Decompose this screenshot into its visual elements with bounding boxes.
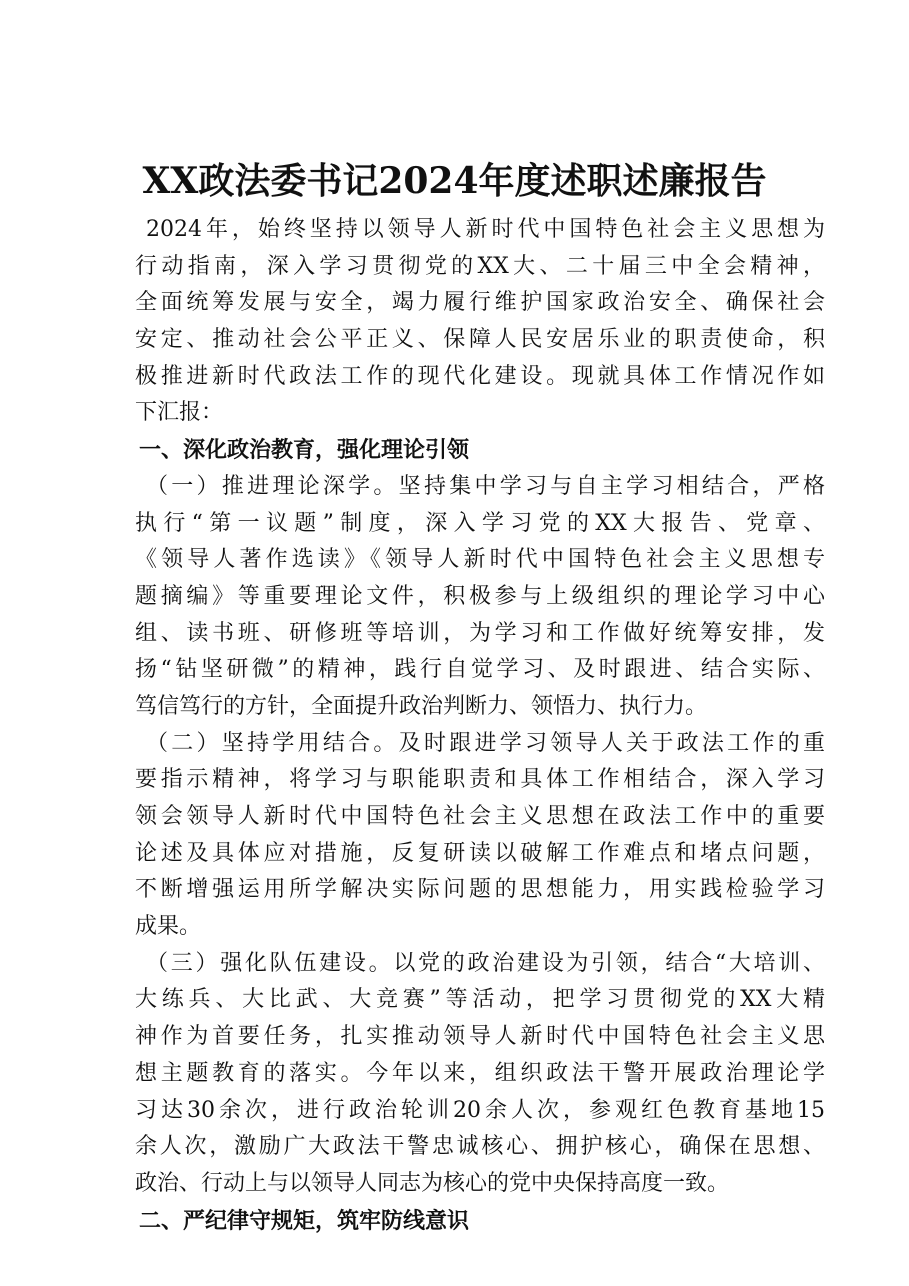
paragraph-line: 领会领导人新时代中国特色社会主义思想在政法工作中的重要 bbox=[135, 804, 825, 829]
section-heading: 二、严纪律守规矩，筑牢防线意识 bbox=[139, 1207, 470, 1234]
paragraph-line: 想主题教育的落实。今年以来，组织政法干警开展政治理论学 bbox=[135, 1060, 825, 1086]
paragraph-line: 扬“钻坚研微”的精神，践行自觉学习、及时跟进、结合实际、 bbox=[135, 657, 825, 683]
paragraph-line: 《领导人著作选读》《领导人新时代中国特色社会主义思想专 bbox=[135, 547, 825, 573]
document-body bbox=[135, 212, 825, 1239]
paragraph-line: 论述及具体应对措施，反复研读以破解工作难点和堵点问题， bbox=[135, 840, 825, 866]
paragraph-line: （三）强化队伍建设。以党的政治建设为引领，结合“大培训、 bbox=[146, 950, 825, 976]
paragraph-line: 神作为首要任务，扎实推动领导人新时代中国特色社会主义思 bbox=[135, 1024, 825, 1050]
paragraph-line: 执行“第一议题”制度，深入学习党的XX大报告、党章、 bbox=[135, 510, 825, 536]
paragraph-line: 2024年，始终坚持以领导人新时代中国特色社会主义思想为 bbox=[146, 217, 825, 242]
paragraph-line: 大练兵、大比武、大竞赛”等活动，把学习贯彻党的XX大精 bbox=[135, 987, 825, 1013]
paragraph-line: 全面统筹发展与安全，竭力履行维护国家政治安全、确保社会 bbox=[135, 290, 825, 316]
paragraph-line: 笃信笃行的方针，全面提升政治判断力、领悟力、执行力。 bbox=[135, 693, 708, 719]
paragraph-line: 组、读书班、研修班等培训，为学习和工作做好统筹安排，发 bbox=[135, 620, 825, 646]
paragraph-line: 题摘编》等重要理论文件，积极参与上级组织的理论学习中心 bbox=[135, 583, 825, 609]
paragraph-line: 习达30余次，进行政治轮训20余人次，参观红色教育基地15 bbox=[135, 1097, 825, 1123]
paragraph-line: 要指示精神，将学习与职能职责和具体工作相结合，深入学习 bbox=[135, 767, 825, 793]
paragraph-line: 行动指南，深入学习贯彻党的XX大、二十届三中全会精神， bbox=[135, 253, 825, 279]
paragraph-line: 政治、行动上与以领导人同志为核心的党中央保持高度一致。 bbox=[135, 1170, 730, 1196]
section-heading: 一、深化政治教育，强化理论引领 bbox=[139, 437, 470, 464]
paragraph-line: 下汇报： bbox=[135, 400, 224, 426]
paragraph-line: （一）推进理论深学。坚持集中学习与自主学习相结合，严格 bbox=[146, 473, 825, 499]
paragraph-line: 余人次，激励广大政法干警忠诚核心、拥护核心，确保在思想、 bbox=[135, 1134, 825, 1160]
paragraph-line: （二）坚持学用结合。及时跟进学习领导人关于政法工作的重 bbox=[146, 730, 825, 756]
paragraph-line: 安定、推动社会公平正义、保障人民安居乐业的职责使命，积 bbox=[135, 327, 825, 353]
paragraph-line: 不断增强运用所学解决实际问题的思想能力，用实践检验学习 bbox=[135, 877, 825, 903]
paragraph-line: 极推进新时代政法工作的现代化建设。现就具体工作情况作如 bbox=[135, 363, 825, 389]
document-title: XX政法委书记2024年度述职述廉报告 bbox=[142, 160, 767, 202]
paragraph-line: 成果。 bbox=[135, 914, 202, 940]
